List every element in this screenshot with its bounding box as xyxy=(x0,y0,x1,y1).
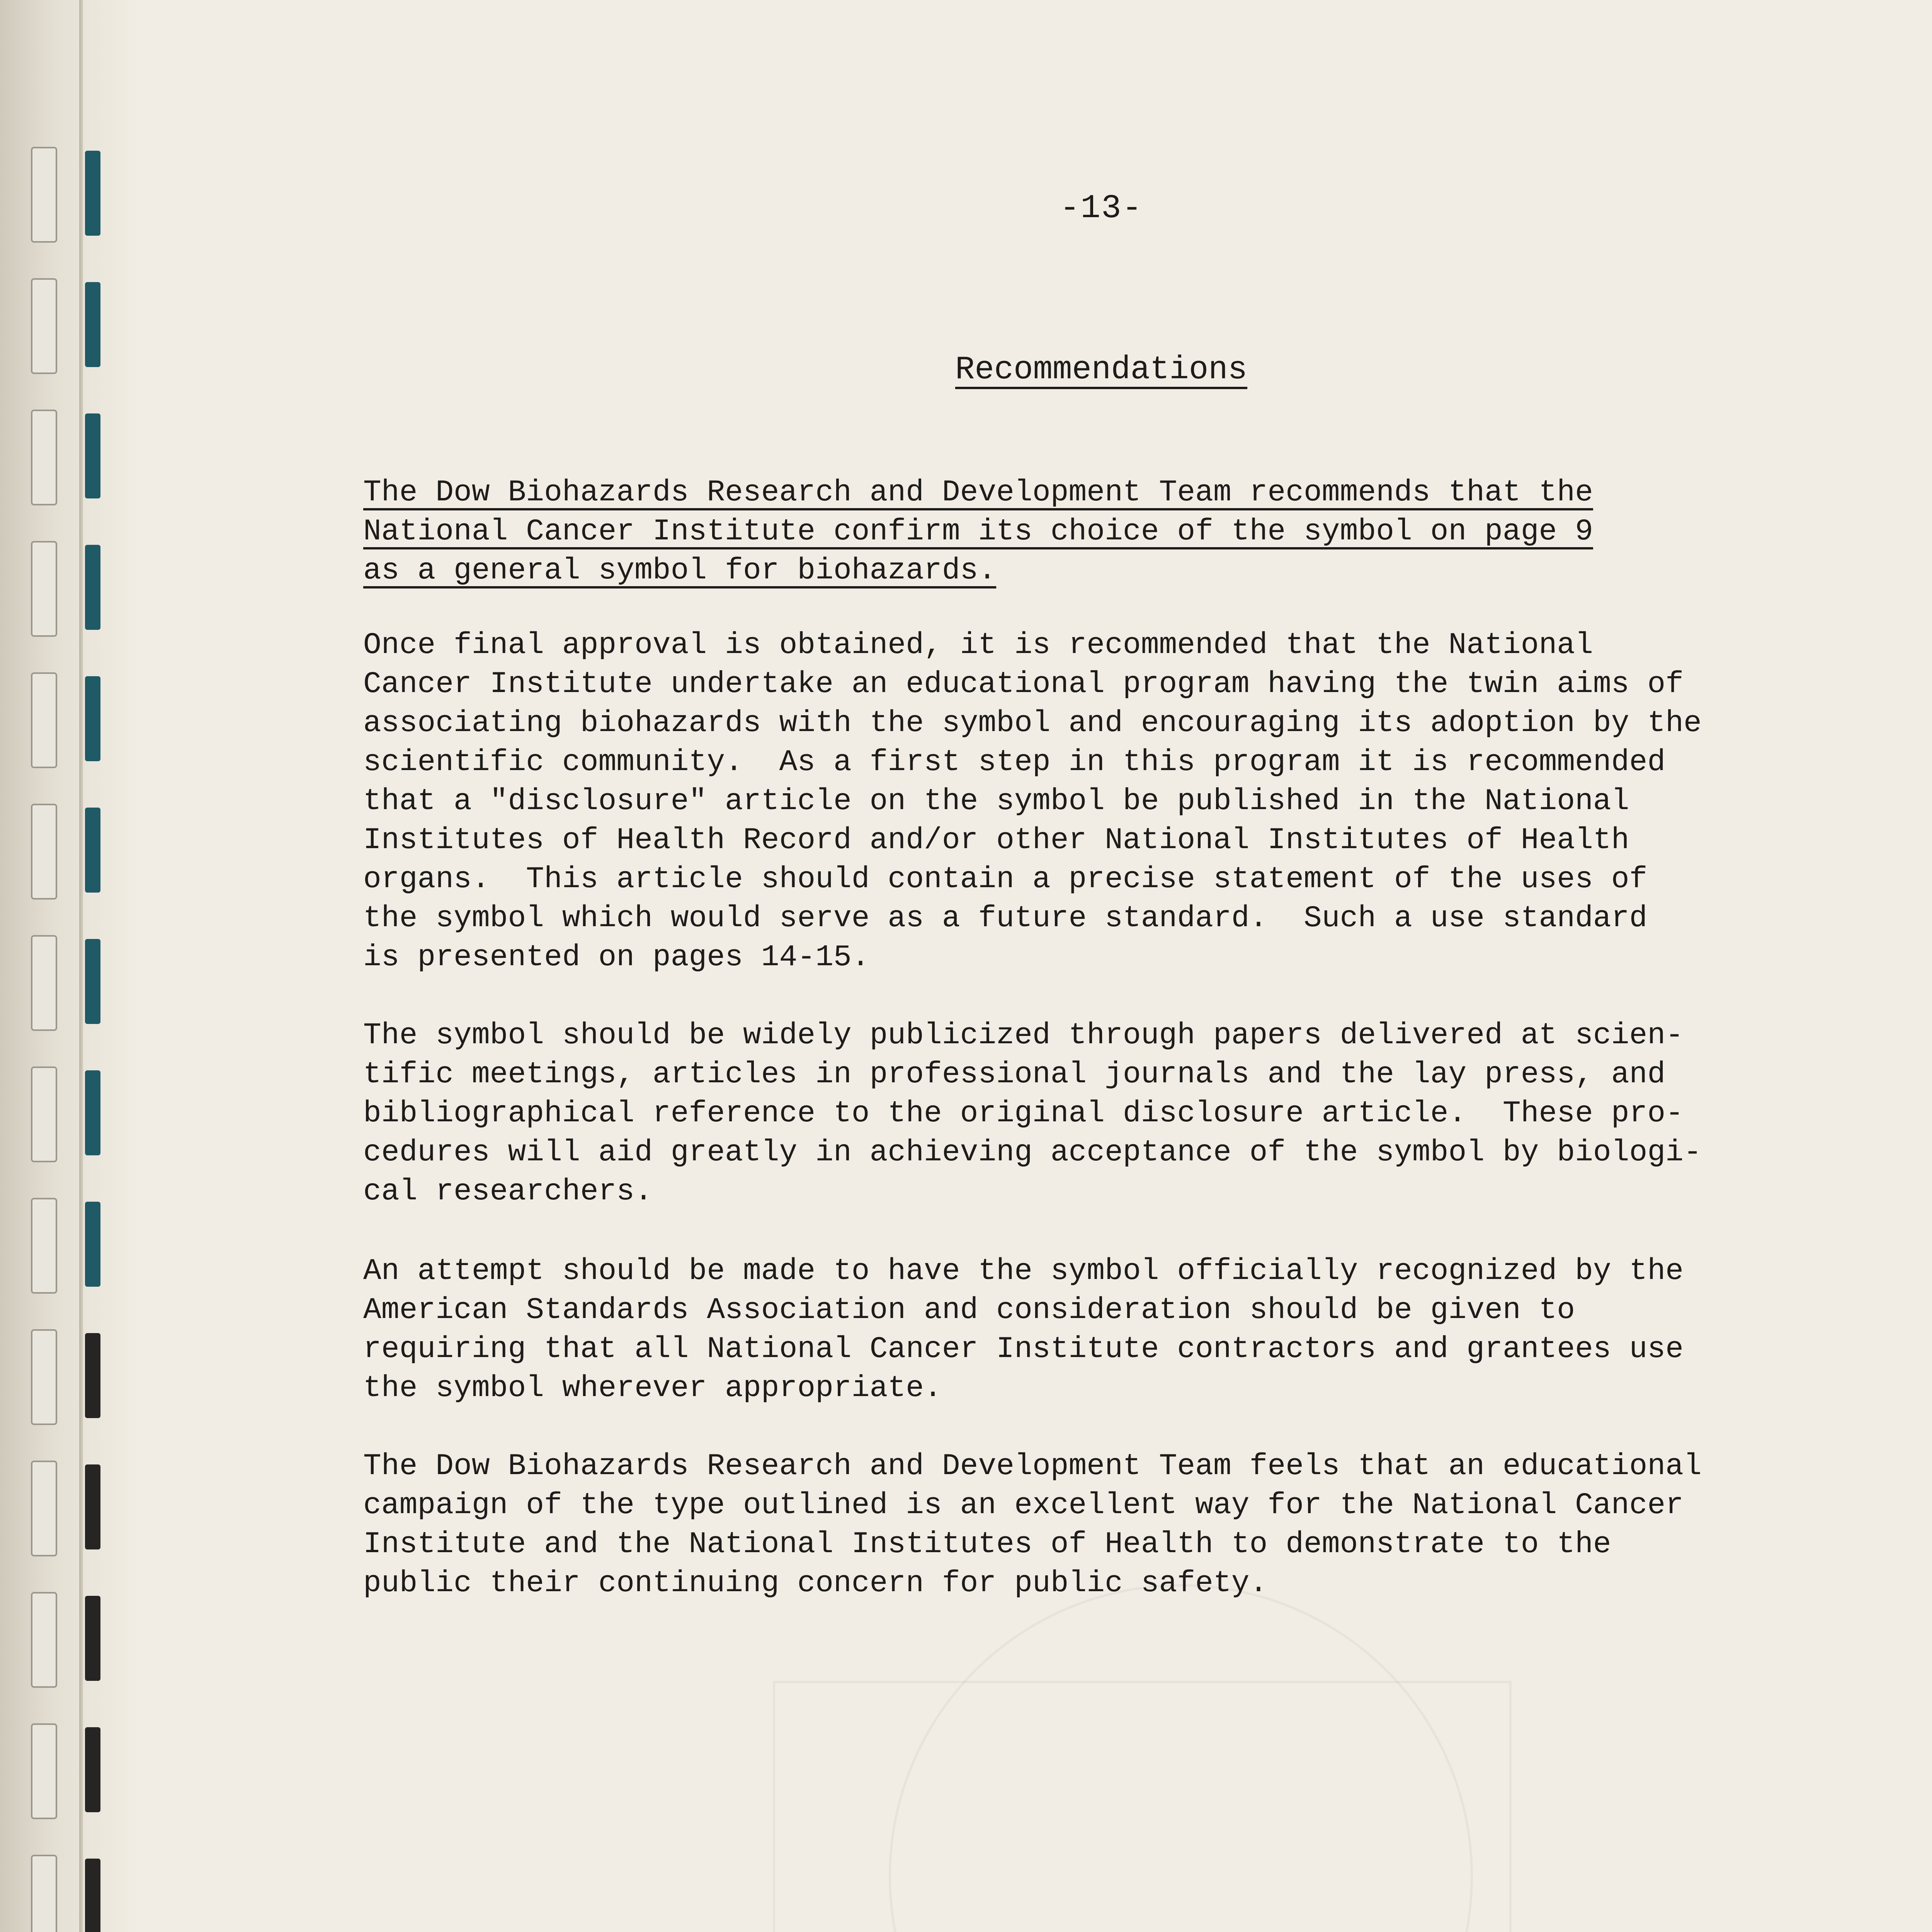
text-line: the symbol wherever appropriate. xyxy=(363,1371,942,1405)
text-line: The Dow Biohazards Research and Development Team recommends that the xyxy=(363,476,1593,510)
text-line: tific meetings, articles in professional journals and the lay press, and xyxy=(363,1058,1666,1092)
text-line: is presented on pages 14-15. xyxy=(363,940,870,975)
paragraph-publicity xyxy=(363,1016,1870,1211)
paragraph-educational-program xyxy=(363,626,1870,977)
page-heading xyxy=(908,352,1294,388)
text-line: as a general symbol for biohazards. xyxy=(363,554,997,588)
text-line: National Cancer Institute confirm its choice of the symbol on page 9 xyxy=(363,515,1593,549)
text-line: American Standards Association and consideration should be given to xyxy=(363,1293,1575,1327)
text-line: scientific community. As a first step in this program it is recommended xyxy=(363,745,1666,779)
page-number: -13- xyxy=(1060,189,1143,227)
text-line: An attempt should be made to have the symbol officially recognized by the xyxy=(363,1254,1684,1288)
text-line: Once final approval is obtained, it is recommended that the National xyxy=(363,628,1593,662)
text-line: Cancer Institute undertake an educational program having the twin aims of xyxy=(363,667,1684,701)
paragraph-official-recognition xyxy=(363,1252,1870,1408)
text-line: cal researchers. xyxy=(363,1175,653,1209)
text-line: campaign of the type outlined is an excellent way for the National Cancer xyxy=(363,1488,1684,1522)
text-line: cedures will aid greatly in achieving acceptance of the symbol by biologi- xyxy=(363,1136,1702,1170)
text-line: that a "disclosure" article on the symbol be published in the National xyxy=(363,784,1629,818)
text-line: bibliographical reference to the original disclosure article. These pro- xyxy=(363,1097,1684,1131)
heading-text: Recommendations xyxy=(955,352,1248,388)
text-line: requiring that all National Cancer Institute contractors and grantees use xyxy=(363,1332,1684,1366)
paragraph-conclusion xyxy=(363,1447,1870,1603)
text-line: The symbol should be widely publicized through papers delivered at scien- xyxy=(363,1019,1684,1053)
text-line: the symbol which would serve as a future standard. Such a use standard xyxy=(363,901,1648,935)
text-line: Institute and the National Institutes of Health to demonstrate to the xyxy=(363,1527,1611,1561)
text-line: associating biohazards with the symbol and encouraging its adoption by the xyxy=(363,706,1702,740)
text-line: The Dow Biohazards Research and Development Team feels that an educational xyxy=(363,1449,1702,1483)
text-line: organs. This article should contain a precise statement of the uses of xyxy=(363,862,1648,896)
text-line: Institutes of Health Record and/or other National Institutes of Health xyxy=(363,823,1629,857)
text-line: public their continuing concern for public safety. xyxy=(363,1566,1268,1600)
paragraph-recommendation-summary xyxy=(363,473,1870,590)
